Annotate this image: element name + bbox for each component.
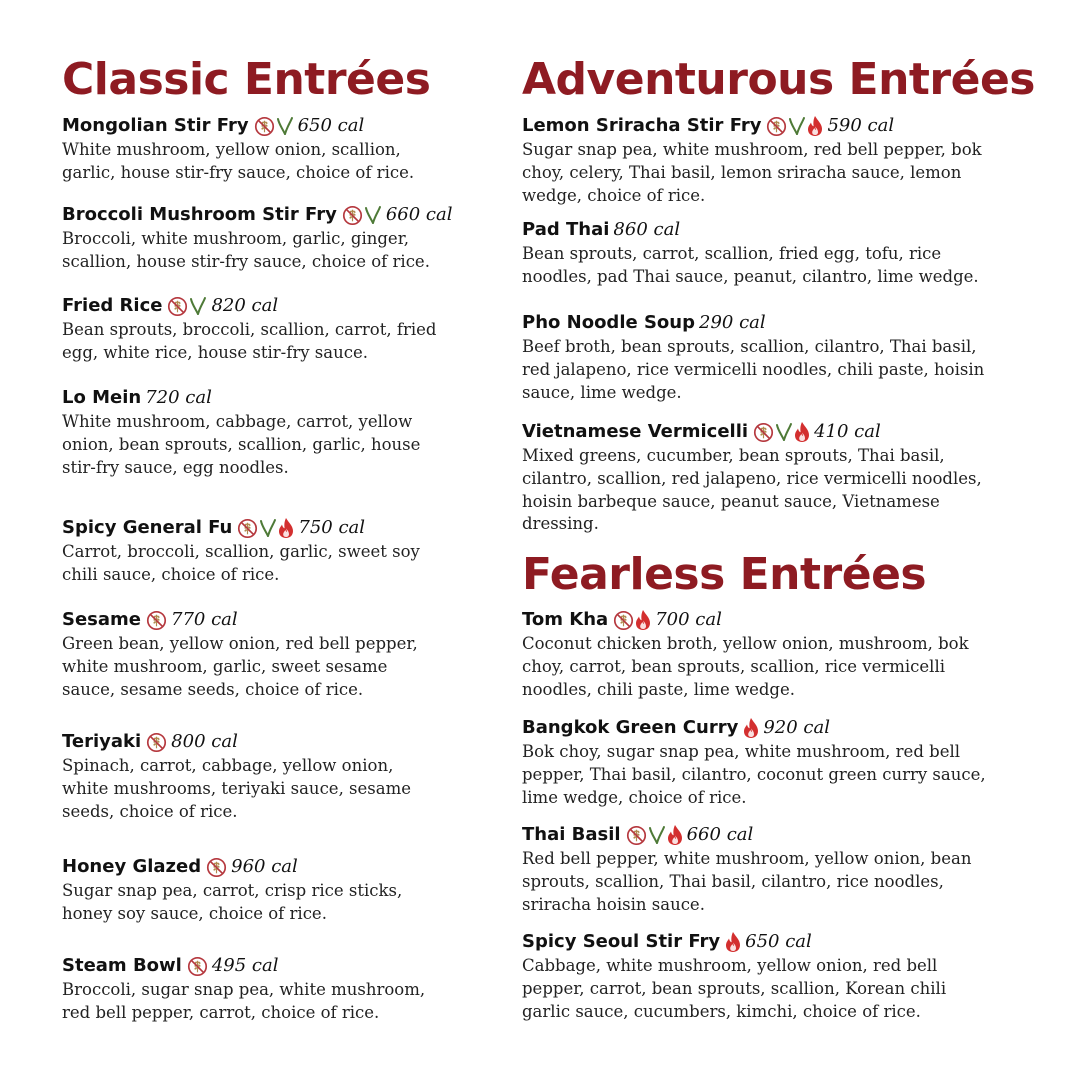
menu-item-name: Tom Kha [522,609,609,630]
gluten-free-icon [146,732,167,753]
spicy-icon [667,824,683,846]
menu-item [522,310,984,404]
menu-item-description-line: sriracha hoisin sauce. [522,894,705,914]
menu-item-name: Thai Basil [522,824,621,845]
menu-item-header [62,202,452,228]
vegetarian-icon [775,422,793,442]
menu-item [522,113,982,207]
menu-item-name: Lemon Sriracha Stir Fry [522,115,762,136]
menu-item-name: Fried Rice [62,295,163,316]
dietary-icons [342,205,382,226]
menu-item-description-line: hoisin barbeque sauce, peanut sauce, Vietnamese [522,491,940,511]
menu-item-description-line: noodles, pad Thai sauce, peanut, cilantro, lime wedge. [522,266,979,286]
menu-item-description-line: Sugar snap pea, white mushroom, red bell pepper, bok [522,140,982,159]
menu-item-header [522,929,946,955]
menu-item-description-line: seeds, choice of rice. [62,801,238,821]
dietary-icons [187,956,208,977]
menu-item [62,854,402,926]
menu-item-name: Teriyaki [62,731,142,752]
calorie-count: 660 cal [385,204,453,225]
menu-item-name: Mongolian Stir Fry [62,115,249,136]
calorie-count: 960 cal [231,856,298,877]
menu-item-description-line: White mushroom, yellow onion, scallion, [62,140,401,159]
menu-item-description-line: garlic sauce, cucumbers, kimchi, choice of rice. [522,1001,921,1021]
menu-item-description-line: white mushroom, garlic, sweet sesame [62,656,388,676]
menu-item-description-line: dressing. [522,514,599,534]
menu-item [62,953,425,1025]
menu-item-description-line: noodles, chili paste, lime wedge. [522,679,795,699]
dietary-icons [743,717,759,739]
menu-item-header [522,607,969,633]
menu-item-header [62,515,420,541]
vegetarian-icon [788,116,806,136]
calorie-count: 700 cal [655,609,722,630]
calorie-count: 800 cal [171,731,238,752]
dietary-icons [167,296,207,317]
menu-item-header [522,113,982,139]
dietary-icons [766,115,823,137]
menu-item-description-line: Bok choy, sugar snap pea, white mushroom, red bell [522,742,961,761]
menu-item [62,113,414,185]
gluten-free-icon [146,610,167,631]
menu-item-description-line: Spinach, carrot, cabbage, yellow onion, [62,756,394,775]
dietary-icons [206,857,227,878]
gluten-free-icon [187,956,208,977]
menu-item-description-line: pepper, Thai basil, cilantro, coconut green curry sauce, [522,764,986,784]
menu-item-description-line: choy, carrot, bean sprouts, scallion, rice vermicelli [522,656,946,676]
dietary-icons [613,609,651,631]
menu-item [522,822,971,916]
menu-item-header [522,822,971,848]
menu-item-name: Pad Thai [522,219,610,240]
menu-item-description-line: Mixed greens, cucumber, bean sprouts, Thai basil, [522,446,945,465]
menu-item-name: Broccoli Mushroom Stir Fry [62,204,337,225]
calorie-count: 650 cal [297,115,365,136]
gluten-free-icon [254,116,275,137]
menu-item-header [62,385,420,411]
fearless-section-title: Fearless Entrées [522,549,927,600]
calorie-count: 660 cal [686,824,754,845]
calorie-count: 820 cal [211,295,279,316]
classic-section-title: Classic Entrées [62,54,431,105]
menu-item-description-line: Red bell pepper, white mushroom, yellow onion, bean [522,849,972,868]
menu-item [62,729,411,823]
menu-item-description-line: Coconut chicken broth, yellow onion, mushroom, bok [522,634,969,653]
dietary-icons [254,116,294,137]
dietary-icons [626,824,683,846]
menu-item-description-line: sprouts, scallion, Thai basil, cilantro, rice noodles, [522,871,944,891]
menu-item-header [522,217,979,243]
gluten-free-icon [342,205,363,226]
dietary-icons [146,732,167,753]
menu-item-description-line: Beef broth, bean sprouts, scallion, cilantro, Thai basil, [522,337,977,356]
menu-item-description-line: wedge, choice of rice. [522,185,706,205]
menu-item-description-line: stir-fry sauce, egg noodles. [62,457,289,477]
vegetarian-icon [364,205,382,225]
menu-item-description-line: pepper, carrot, bean sprouts, scallion, Korean chili [522,978,947,998]
calorie-count: 770 cal [171,609,238,630]
menu-item-description-line: Broccoli, white mushroom, garlic, ginger, [62,229,410,248]
calorie-count: 920 cal [763,717,830,738]
menu-item-header [62,607,418,633]
menu-item-name: Pho Noodle Soup [522,312,695,333]
spicy-icon [743,717,759,739]
menu-item [522,715,986,809]
gluten-free-icon [613,610,634,631]
calorie-count: 590 cal [827,115,895,136]
calorie-count: 750 cal [298,517,366,538]
spicy-icon [807,115,823,137]
dietary-icons [237,517,294,539]
calorie-count: 290 cal [699,312,766,333]
menu-item-description-line: choy, celery, Thai basil, lemon sriracha sauce, lemon [522,162,962,182]
menu-item-name: Steam Bowl [62,955,182,976]
menu-item-description-line: red bell pepper, carrot, choice of rice. [62,1002,380,1022]
menu-item-description-line: garlic, house stir-fry sauce, choice of rice. [62,162,415,182]
gluten-free-icon [753,422,774,443]
vegetarian-icon [189,296,207,316]
calorie-count: 495 cal [211,955,279,976]
menu-item-description-line: red jalapeno, rice vermicelli noodles, chili paste, hoisin [522,359,985,379]
menu-item-description-line: honey soy sauce, choice of rice. [62,903,327,923]
menu-item-description-line: cilantro, scallion, red jalapeno, rice vermicelli noodles, [522,468,982,488]
menu-item-header [62,854,402,880]
menu-item-description-line: sauce, sesame seeds, choice of rice. [62,679,364,699]
spicy-icon [725,931,741,953]
menu-item [522,419,982,536]
dietary-icons [725,931,741,953]
menu-item-header [522,715,986,741]
menu-item-description-line: egg, white rice, house stir-fry sauce. [62,342,368,362]
calorie-count: 720 cal [145,387,212,408]
calorie-count: 860 cal [613,219,681,240]
dietary-icons [146,610,167,631]
adventurous-section-title: Adventurous Entrées [522,54,1035,105]
menu-item-name: Vietnamese Vermicelli [522,421,749,442]
menu-item-header [62,113,414,139]
menu-item-description-line: chili sauce, choice of rice. [62,564,280,584]
menu-item-description-line: Carrot, broccoli, scallion, garlic, sweet soy [62,542,420,561]
menu-item-header [62,953,425,979]
menu-item-name: Honey Glazed [62,856,202,877]
menu-item-description-line: Cabbage, white mushroom, yellow onion, red bell [522,956,938,975]
vegetarian-icon [648,825,666,845]
gluten-free-icon [237,518,258,539]
gluten-free-icon [206,857,227,878]
menu-item [522,607,969,701]
menu-item-name: Sesame [62,609,141,630]
menu-item [62,202,452,274]
menu-item-description-line: Broccoli, sugar snap pea, white mushroom, [62,980,426,999]
dietary-icons [753,421,810,443]
menu-item [522,929,946,1023]
menu-item-header [62,729,411,755]
menu-item-name: Spicy Seoul Stir Fry [522,931,721,952]
menu-item-description-line: Green bean, yellow onion, red bell pepper, [62,634,418,653]
spicy-icon [635,609,651,631]
menu-item-description-line: Bean sprouts, carrot, scallion, fried egg, tofu, rice [522,244,942,263]
menu-item-description-line: sauce, lime wedge. [522,382,682,402]
menu-item-header [62,293,436,319]
menu-item-header [522,419,982,445]
vegetarian-icon [259,518,277,538]
menu-item-name: Bangkok Green Curry [522,717,739,738]
menu-item-description-line: white mushrooms, teriyaki sauce, sesame [62,778,412,798]
menu-item [62,385,420,479]
spicy-icon [794,421,810,443]
vegetarian-icon [276,116,294,136]
menu-item-description-line: Bean sprouts, broccoli, scallion, carrot, fried [62,320,437,339]
menu-item-description-line: onion, bean sprouts, scallion, garlic, house [62,434,421,454]
menu-item [62,607,418,701]
menu-item [522,217,979,289]
menu-item-name: Spicy General Fu [62,517,233,538]
menu-item-name: Lo Mein [62,387,142,408]
menu-item-description-line: Sugar snap pea, carrot, crisp rice sticks, [62,881,403,900]
menu-item [62,515,420,587]
gluten-free-icon [167,296,188,317]
menu-item-description-line: scallion, house stir-fry sauce, choice of rice. [62,251,430,271]
menu-item-description-line: lime wedge, choice of rice. [522,787,747,807]
menu-item-header [522,310,984,336]
calorie-count: 410 cal [814,421,881,442]
calorie-count: 650 cal [745,931,812,952]
spicy-icon [278,517,294,539]
gluten-free-icon [766,116,787,137]
menu-item-description-line: White mushroom, cabbage, carrot, yellow [62,412,413,431]
menu-item [62,293,436,365]
gluten-free-icon [626,825,647,846]
